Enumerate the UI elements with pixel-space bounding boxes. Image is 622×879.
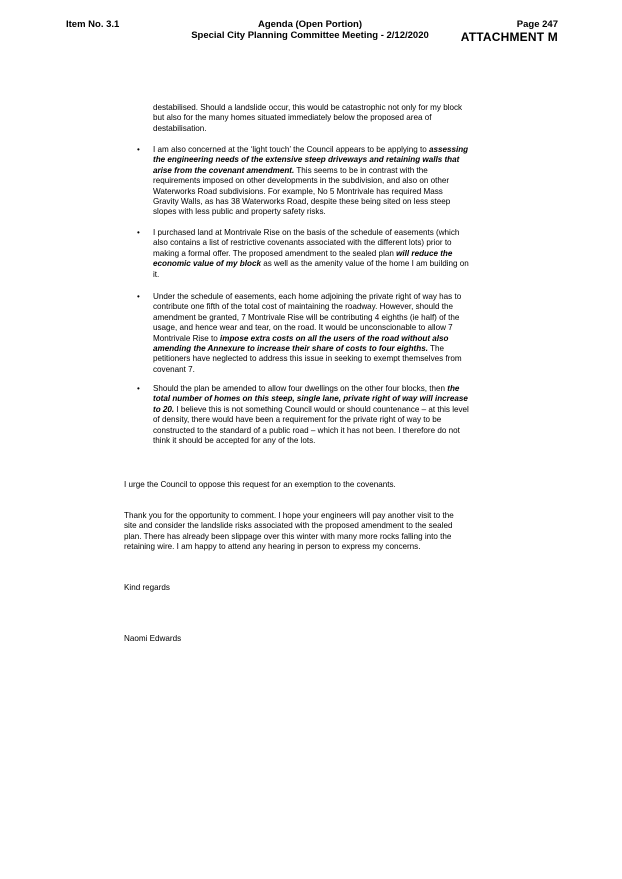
text-line: destabilisation. xyxy=(153,123,207,133)
text-line xyxy=(153,394,469,404)
text-segment: I believe this is not something Council would or should countenance – at this level xyxy=(174,404,469,414)
text-segment: as well as the amenity value of the home I am building on xyxy=(260,259,469,269)
bullet-paragraph xyxy=(153,384,469,446)
text-segment: also contains a list of restrictive covenants associated with the different lots) prior to xyxy=(153,238,452,248)
text-segment: I am also concerned at the ‘light touch’ the Council appears to be applying to xyxy=(153,145,429,154)
text-line xyxy=(153,384,469,394)
text-segment: requirements imposed on other developments in the subdivision, and also on other xyxy=(153,176,450,186)
thanks-paragraph xyxy=(124,511,454,553)
text-segment: usage, and hence wear and tear, on the road. It would be unconscionable to allow 7 xyxy=(153,323,453,333)
text-segment: Montrivale Rise to xyxy=(153,333,221,343)
page-header xyxy=(0,0,622,50)
emphasis-text: the engineering needs of the extensive steep driveways and retaining walls that xyxy=(153,155,460,165)
text-segment: Should the plan be amended to allow four dwellings on the other four blocks, then xyxy=(153,384,448,393)
bullet-icon: • xyxy=(137,384,140,393)
text-segment: contribute one fifth of the total cost of maintaining the roadway. However, should the xyxy=(153,302,453,312)
emphasis-text: amending the Annexure to increase their share of costs to four eighths. xyxy=(153,344,428,354)
text-line xyxy=(153,354,462,364)
text-line xyxy=(153,436,469,446)
text-line xyxy=(153,405,469,415)
text-line xyxy=(153,166,468,176)
text-line: but also for the many homes situated immediately below the proposed area of xyxy=(153,113,432,123)
bullet-icon: • xyxy=(137,292,140,301)
emphasis-text: will reduce the xyxy=(396,248,453,258)
bullet-paragraph xyxy=(153,292,462,375)
text-line xyxy=(153,249,469,259)
text-line xyxy=(153,187,468,197)
text-line: destabilised. Should a landslide occur, this would be catastrophic not only for my block xyxy=(153,103,463,112)
text-line xyxy=(153,426,469,436)
text-segment: making a formal offer. The proposed amendment to the sealed plan xyxy=(153,248,397,258)
emphasis-text: assessing xyxy=(428,145,469,154)
text-line xyxy=(153,259,469,269)
emphasis-text: to 20. xyxy=(153,404,175,414)
text-line xyxy=(153,155,468,165)
agenda-title-line2: Special City Planning Committee Meeting - 2/12/2020 xyxy=(191,30,429,41)
text-line xyxy=(153,365,462,375)
emphasis-text: arise from the covenant amendment. xyxy=(153,165,295,175)
text-segment: Under the schedule of easements, each home adjoining the private right of way has to xyxy=(153,292,462,301)
bullet-paragraph xyxy=(153,228,469,280)
text-line xyxy=(153,323,462,333)
page-info xyxy=(461,19,558,44)
text-line: I urge the Council to oppose this request for an exemption to the covenants. xyxy=(124,480,396,489)
text-segment: I purchased land at Montrivale Rise on the basis of the schedule of easements (which xyxy=(153,228,460,237)
page-number: Page 247 xyxy=(516,19,558,30)
text-line xyxy=(153,176,468,186)
emphasis-text: economic value of my block xyxy=(153,259,261,269)
bullet-icon: • xyxy=(137,228,140,237)
text-line: Thank you for the opportunity to comment. I hope your engineers will pay another visit to the xyxy=(124,511,454,520)
text-line xyxy=(153,228,469,238)
intro-paragraph xyxy=(153,103,462,134)
text-line: plan. There has already been slippage over this winter with many more rocks falling into the xyxy=(124,531,452,541)
text-segment: petitioners have neglected to address this issue in seeking to exempt themselves from xyxy=(153,354,462,364)
text-line xyxy=(153,313,462,323)
bullet-icon: • xyxy=(137,145,140,154)
bullet-paragraph xyxy=(153,145,468,218)
text-segment: it. xyxy=(153,269,160,279)
attachment-label: ATTACHMENT M xyxy=(460,30,558,44)
text-segment: think it should be accepted for any of the lots. xyxy=(153,436,316,446)
closing-salutation: Kind regards xyxy=(124,583,170,592)
text-segment: slopes with less public and property safety risks. xyxy=(153,207,326,217)
emphasis-text: total number of homes on this steep, single lane, private right of way will increase xyxy=(153,394,468,404)
text-segment: Waterworks Road subdivisions. For example, No 5 Montrivale has required Mass xyxy=(153,186,443,196)
text-line xyxy=(153,344,462,354)
text-line xyxy=(153,292,462,302)
text-line xyxy=(153,238,469,248)
text-line xyxy=(153,197,468,207)
text-segment: Gravity Walls, as has 38 Waterworks Road, despite these being sited on less steep xyxy=(153,197,451,207)
text-line xyxy=(153,302,462,312)
text-line xyxy=(153,270,469,280)
emphasis-text: the xyxy=(447,384,460,393)
text-segment: covenant 7. xyxy=(153,364,195,374)
signature-name: Naomi Edwards xyxy=(124,634,182,643)
agenda-title-line1: Agenda (Open Portion) xyxy=(258,19,362,30)
emphasis-text: impose extra costs on all the users of the road without also xyxy=(220,333,449,343)
text-segment: This seems to be in contrast with the xyxy=(294,165,428,175)
urge-paragraph xyxy=(124,480,396,490)
text-line xyxy=(153,207,468,217)
text-line xyxy=(153,415,469,425)
text-line: site and consider the landslide risks associated with the proposed amendment to the sealed xyxy=(124,521,453,531)
text-line xyxy=(153,334,462,344)
text-line: retaining wire. I am happy to attend any hearing in person to express my concerns. xyxy=(124,542,421,552)
text-segment: The xyxy=(427,344,445,354)
text-segment: of density, there would have been a requirement for the private right of way to be xyxy=(153,415,442,425)
item-number: Item No. 3.1 xyxy=(66,19,120,30)
text-segment: amendment be granted, 7 Montrivale Rise will be contributing 4 eighths (ie half) of the xyxy=(153,312,460,322)
text-line xyxy=(153,145,468,155)
agenda-title xyxy=(150,19,470,41)
text-segment: constructed to the standard of a public road – which it has not been. I therefore do not xyxy=(153,425,460,435)
